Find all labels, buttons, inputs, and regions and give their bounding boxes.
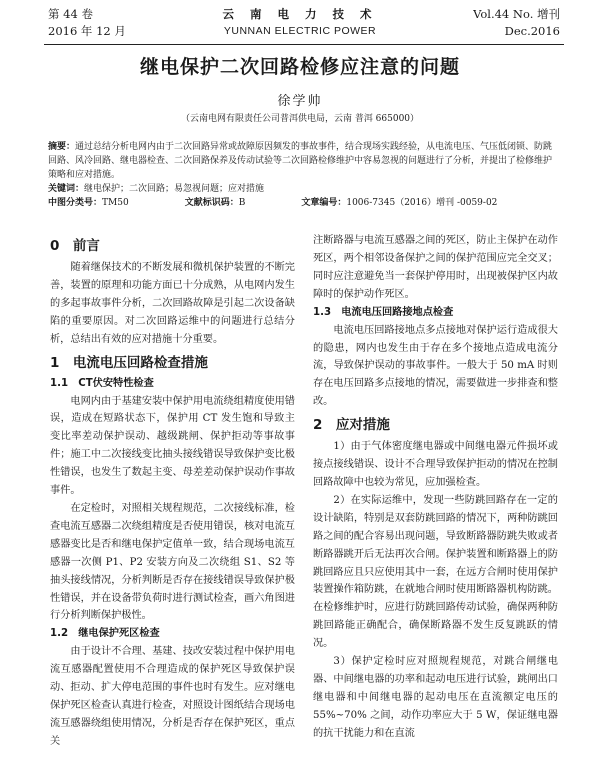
article-label: 文章编号：	[301, 198, 347, 208]
section-heading-1: 1 电流电压回路检查措施	[50, 354, 208, 371]
article-number	[301, 198, 525, 208]
paragraph-ct-check: 电网内由于基建安装中保护用电流绕组精度使用错误，造成在短路状态下，保护用 CT 发生饱和导致主变比率差动保护误动、越级跳闸、保护拒动等事故事件；施工中二次接线变比抽头接线错误导致保护变比极性错误，也发生了数起主变、母差差动保护误动作事故事件。	[50, 395, 295, 497]
paper-title: 继电保护二次回路检修应注意的问题	[139, 56, 460, 78]
paragraph-grounding: 电流电压回路接地点多点接地对保护运行造成很大的隐患，网内也发生由于存在多个接地点造成电流分流，导致保护误动的事故事件。一般大于 50 mA 时则存在电压回路多点接地的情况，需要做进一步排查和整改。	[313, 324, 558, 408]
paragraph-dead-zone: 由于设计不合理、基建、技改安装过程中保护用电流互感器配置使用不合理造成的保护死区导致保护误动、拒动、扩大停电范围的事件也时有发生。应对继电保护死区检查认真进行检查，对照设计图纸结合现场电流互感器绕组使用情况，分析是否存在保护死区，重点关	[50, 646, 295, 747]
section-heading-2: 2 应对措施	[313, 417, 390, 434]
header-rule	[44, 44, 564, 45]
class-value: TM50	[102, 198, 129, 208]
class-number	[48, 198, 157, 208]
keywords	[48, 182, 560, 196]
volume-number-en: Vol.44 No. 增刊	[473, 7, 560, 21]
doc-code	[185, 198, 274, 208]
journal-name-en: YUNNAN ELECTRIC POWER	[223, 25, 377, 37]
paragraph-measure-3: 3）保护定检时应对照规程规范，对跳合闸继电器、中间继电器的功率和起动电压进行试验，跳闸出口继电器和中间继电器的起动电压在直流额定电压的 55%~70% 之间，动作功率应大于 5 W，保证继电器的抗干扰能力和在直流	[313, 656, 558, 739]
abstract-label: 摘要：	[48, 142, 76, 152]
keywords-text: 继电保护；二次回路；易忽视问题；应对措施	[84, 184, 265, 194]
paper-author: 徐学帅	[277, 94, 323, 109]
paragraph-dead-zone-cont: 注断路器与电流互感器之间的死区，防止主保护在动作死区，两个相邻设备保护之间的保护范围应完全交叉；同时应注意避免当一套保护停用时，出现被保护区内故障时的保护动作死区。	[313, 235, 558, 300]
paragraph-intro: 随着继保技术的不断发展和微机保护装置的不断完善，装置的原理和功能方面已十分成熟，从电网内发生的多起事故事件分析，二次回路故障是引起二次设备缺陷的重要原因。对二次回路运维中的问题进行总结分析，总结出有效的应对措施十分重要。	[50, 262, 295, 345]
keywords-label: 关键词：	[48, 184, 85, 194]
section-heading-0: 0 前言	[50, 238, 100, 254]
paragraph-measure-1: 1）由于气体密度继电器或中间继电器元件损坏或接点接线错误、设计不合理导致保护拒动的情况在控制回路故障中也较为常见，应加强检查。	[313, 441, 558, 488]
journal-name-cn: 云 南 电 力 技 术	[222, 7, 378, 21]
classification-line	[48, 196, 560, 210]
doc-label: 文献标识码：	[184, 198, 239, 208]
doc-value: B	[238, 198, 246, 208]
paragraph-ct-inspection: 在定检时，对照相关规程规范，二次接线标准，检查电流互感器二次绕组精度是否使用错误，核对电流互感器变比是否和继电保护定值单一致，结合现场电流互感器一次侧 P1、P2 安装方向及二次绕组 S1、S2 等抽头接线情况，分析判断是否存在接线错误导致保护极性错误，并在设备带负荷时进行测试检查，画六角图进行分析判断保护极性。	[50, 502, 295, 622]
subsection-heading-1-2: 1.2 继电保护死区检查	[50, 628, 160, 640]
subsection-heading-1-1: 1.1 CT伏安特性检查	[50, 377, 154, 389]
author-affiliation: （云南电网有限责任公司普洱供电局，云南 普洱 665000）	[180, 114, 420, 124]
class-label: 中图分类号：	[48, 198, 103, 208]
left-column	[50, 232, 295, 751]
header-right	[473, 6, 560, 40]
issue-date: 2016 年 12 月	[48, 24, 126, 38]
paragraph-measure-2: 2）在实际运维中，发现一些防跳回路存在一定的设计缺陷，特别是双套防跳回路的情况下，两种防跳回路之间的配合容易出现问题，导致断路器防跳失败或者断路器跳开后无法再次合闸。保护装置和断路器上的防跳回路应且只应使用其中一套，在远方合闸时使用保护装置操作箱防跳，在就地合闸时使用断路器机构防跳。在检修维护时，应进行防跳回路传动试验，确保两种防跳回路能正确配合，确保断路器不发生反复跳跃的情况。	[313, 494, 558, 650]
right-column	[313, 232, 558, 743]
volume-number: 第 44 卷	[48, 7, 93, 21]
running-header	[0, 0, 600, 46]
article-value: 1006-7345（2016）增刊 -0059-02	[346, 198, 498, 208]
issue-date-en: Dec.2016	[504, 24, 560, 38]
front-matter	[48, 140, 560, 210]
abstract	[48, 140, 560, 182]
subsection-heading-1-3: 1.3 电流电压回路接地点检查	[313, 306, 454, 318]
abstract-text: 通过总结分析电网内由于二次回路异常或故障原因频发的事故事件，结合现场实践经验，从电流电压、气压低闭锁、防跳回路、风冷回路、继电器检查、二次回路保养及传动试验等二次回路检修维护中容易忽视的问题进行了分析，并提出了检修维护策略和应对措施。	[48, 142, 553, 180]
